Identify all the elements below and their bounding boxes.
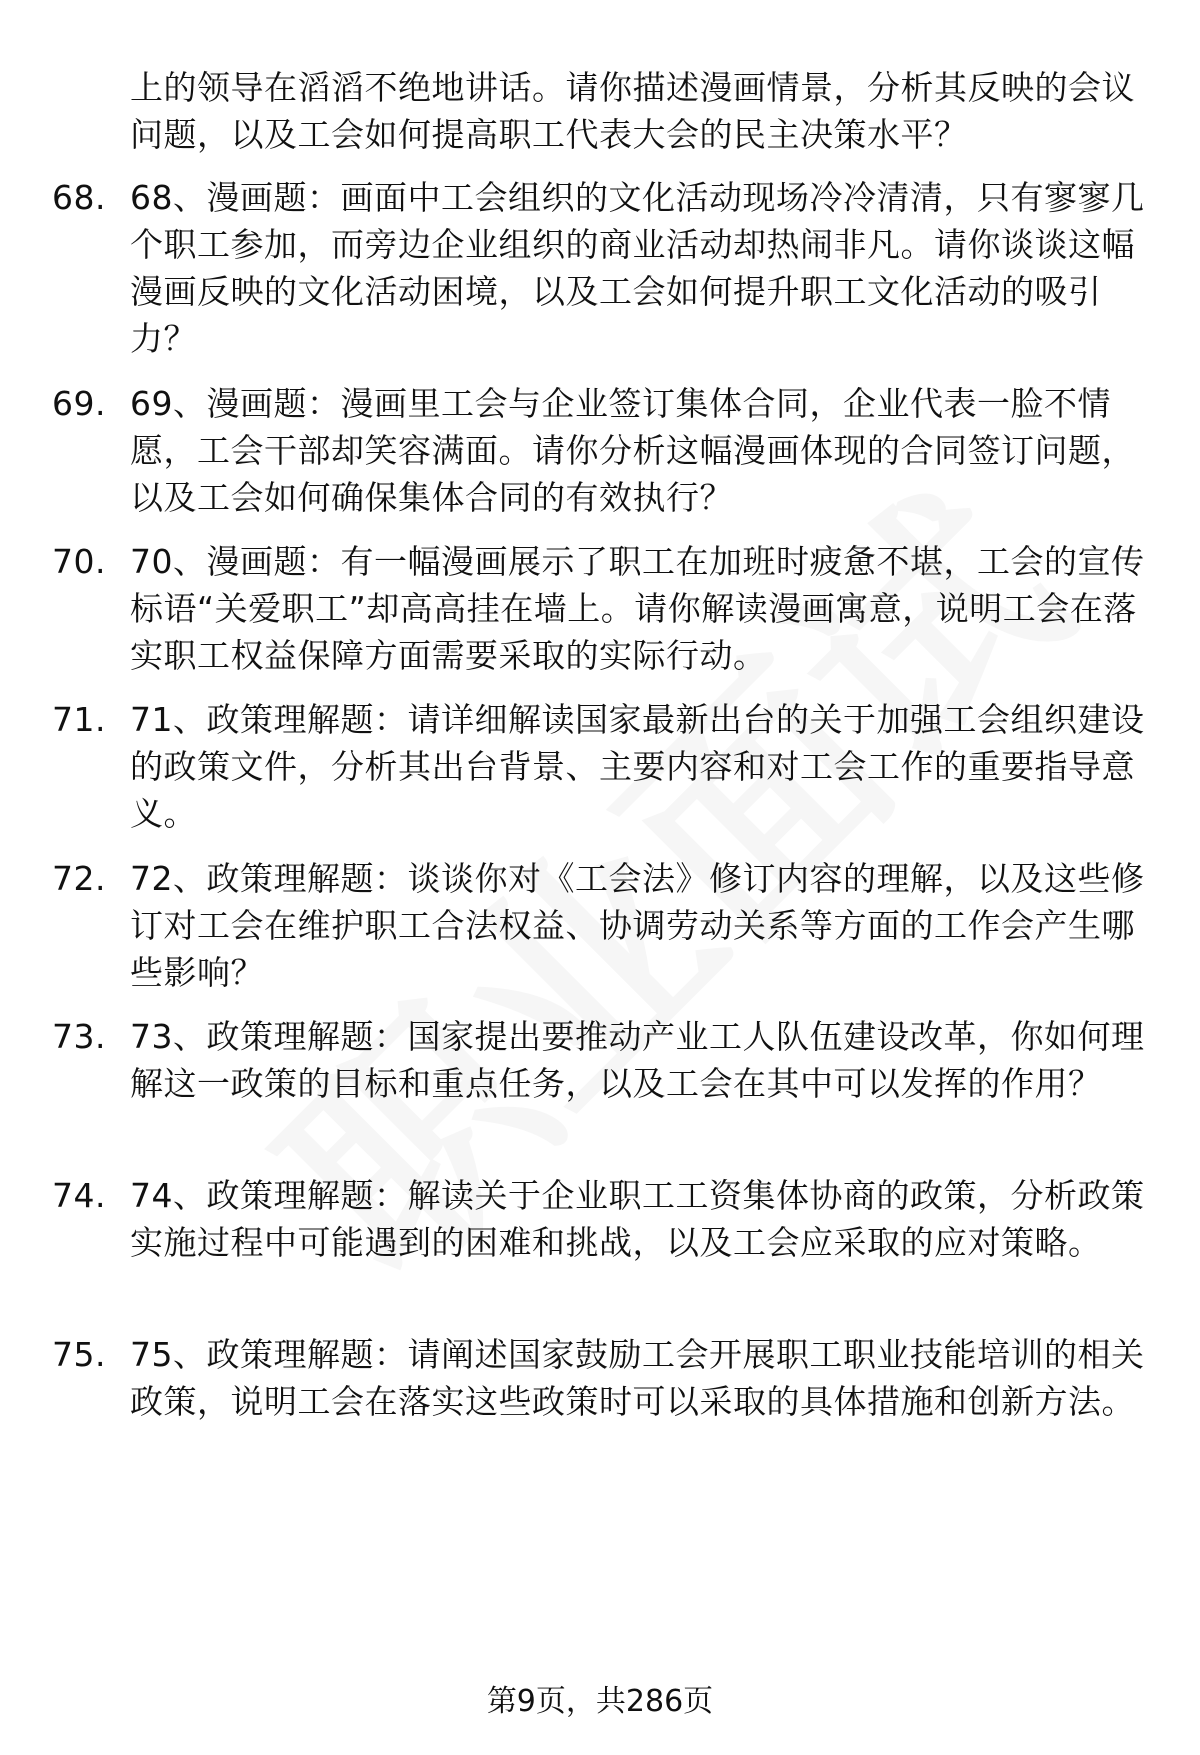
question-number: 74. (52, 1176, 106, 1215)
question-number: 68. (52, 178, 106, 217)
question-number: 73. (52, 1017, 106, 1056)
question-number: 70. (52, 542, 106, 581)
question-number: 75. (52, 1335, 106, 1374)
question-text: 72、政策理解题：谈谈你对《工会法》修订内容的理解，以及这些修订对工会在维护职工合法权益、协调劳动关系等方面的工作会产生哪些影响？ (130, 859, 1145, 992)
question-number: 71. (52, 700, 106, 739)
question-text: 70、漫画题：有一幅漫画展示了职工在加班时疲惫不堪，工会的宣传标语“关爱职工”却高高挂在墙上。请你解读漫画寓意，说明工会在落实职工权益保障方面需要采取的实际行动。 (130, 542, 1145, 675)
page-footer: 第9页，共286页 (486, 1684, 714, 1719)
question-number: 69. (52, 384, 106, 423)
question-text: 69、漫画题：漫画里工会与企业签订集体合同，企业代表一脸不情愿，工会干部却笑容满面。请你分析这幅漫画体现的合同签订问题，以及工会如何确保集体合同的有效执行？ (130, 384, 1135, 517)
question-text: 74、政策理解题：解读关于企业职工工资集体协商的政策，分析政策实施过程中可能遇到的困难和挑战，以及工会应采取的应对策略。 (130, 1176, 1145, 1262)
question-text: 71、政策理解题：请详细解读国家最新出台的关于加强工会组织建设的政策文件，分析其出台背景、主要内容和对工会工作的重要指导意义。 (130, 700, 1145, 833)
question-text: 75、政策理解题：请阐述国家鼓励工会开展职工职业技能培训的相关政策，说明工会在落实这些政策时可以采取的具体措施和创新方法。 (130, 1335, 1145, 1421)
question-continuation: 上的领导在滔滔不绝地讲话。请你描述漫画情景，分析其反映的会议问题，以及工会如何提高职工代表大会的民主决策水平？ (130, 68, 1135, 154)
question-text: 68、漫画题：画面中工会组织的文化活动现场冷冷清清，只有寥寥几个职工参加，而旁边企业组织的商业活动却热闹非凡。请你谈谈这幅漫画反映的文化活动困境，以及工会如何提升职工文化活动的吸引力？ (130, 178, 1145, 358)
question-number: 72. (52, 859, 106, 898)
question-text: 73、政策理解题：国家提出要推动产业工人队伍建设改革，你如何理解这一政策的目标和重点任务，以及工会在其中可以发挥的作用？ (130, 1017, 1145, 1103)
